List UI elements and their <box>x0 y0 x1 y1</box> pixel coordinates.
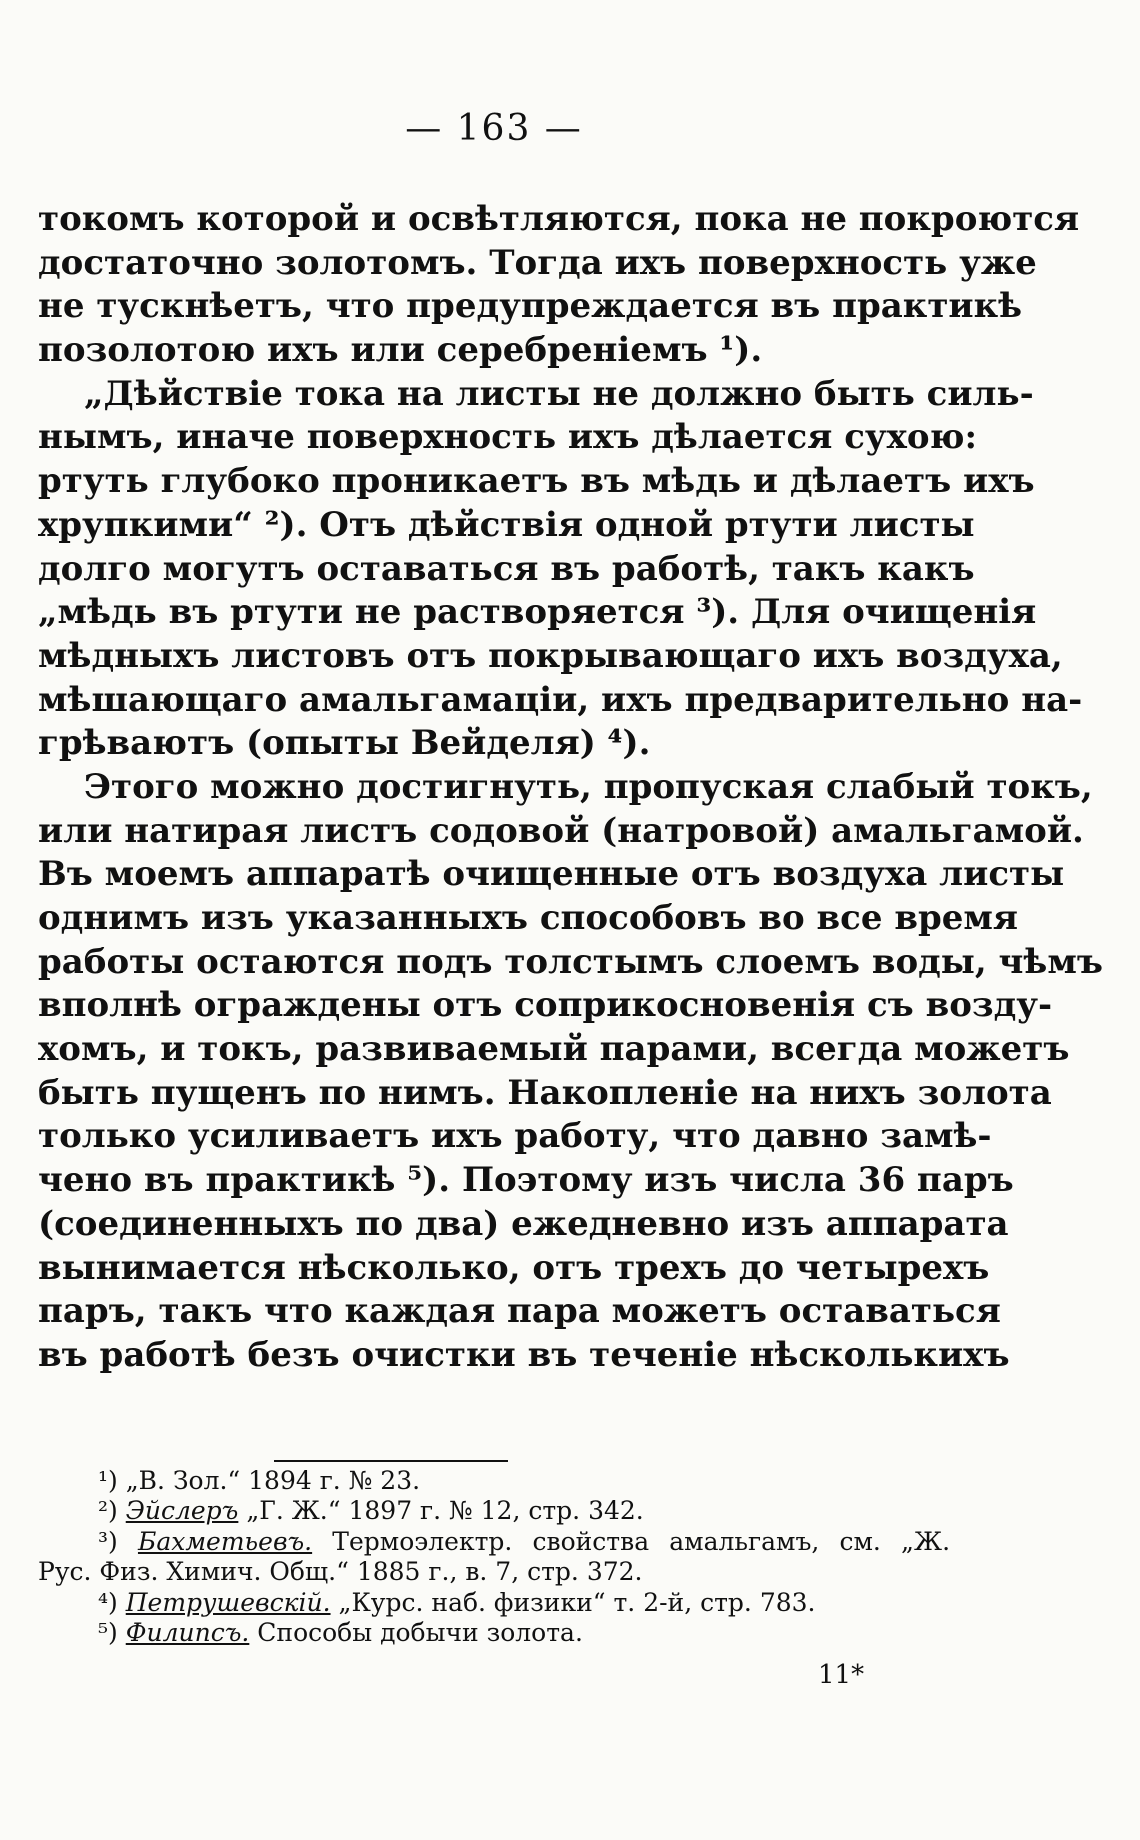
signature-mark: 11* <box>818 1660 865 1690</box>
book-page <box>38 0 1103 1840</box>
footnote-divider <box>274 1460 508 1462</box>
text-line: хрупкими“ ²). Отъ дѣйствія одной ртути листы <box>38 504 975 545</box>
footnote-author: Филипсъ. <box>125 1617 250 1647</box>
text-line: или натирая листъ содовой (натровой) амальгамой. <box>38 810 1084 851</box>
footnote-mark: ²) <box>98 1496 118 1526</box>
text-line: ртуть глубоко проникаетъ въ мѣдь и дѣлаетъ ихъ <box>38 461 1035 502</box>
text-line: грѣваютъ (опыты Вейделя) ⁴). <box>38 723 651 764</box>
footnote-mark: ³) <box>98 1526 118 1556</box>
footnote-author: Бахметьевъ. <box>137 1526 313 1556</box>
footnote-text: „Г. Ж.“ 1897 г. № 12, стр. 342. <box>246 1496 644 1526</box>
text-line: вполнѣ ограждены отъ соприкосновенія съ возду- <box>38 985 1053 1026</box>
footnote-3-continuation <box>38 1557 950 1587</box>
text-line: мѣдныхъ листовъ отъ покрывающаго ихъ воздуха, <box>38 635 1063 676</box>
footnote-1 <box>38 1466 950 1496</box>
text-line: хомъ, и токъ, развиваемый парами, всегда можетъ <box>38 1029 1070 1070</box>
footnote-5 <box>38 1618 950 1648</box>
text-line: Въ моемъ аппаратѣ очищенные отъ воздуха листы <box>38 854 1065 895</box>
footnote-text: Способы добычи золота. <box>257 1617 583 1647</box>
page-number: — 163 — <box>405 108 583 149</box>
footnotes <box>38 1466 950 1648</box>
text-line: вынимается нѣсколько, отъ трехъ до четырехъ <box>38 1247 990 1288</box>
text-line: быть пущенъ по нимъ. Накопленіе на нихъ золота <box>38 1072 1052 1113</box>
text-line: „мѣдь въ ртути не растворяется ³). Для очищенія <box>38 592 1037 633</box>
footnote-mark: ⁵) <box>98 1617 118 1647</box>
footnote-text: „В. Зол.“ 1894 г. № 23. <box>125 1466 421 1495</box>
footnote-mark: ⁴) <box>98 1587 118 1617</box>
footnote-3 <box>38 1527 950 1557</box>
text-line: (соединенныхъ по два) ежедневно изъ аппарата <box>38 1203 1009 1244</box>
text-line: Этого можно достигнуть, пропуская слабый токъ, <box>84 766 1093 807</box>
text-line: достаточно золотомъ. Тогда ихъ поверхность уже <box>38 242 1037 283</box>
footnote-4 <box>38 1588 950 1618</box>
text-line: паръ, такъ что каждая пара можетъ оставаться <box>38 1291 1001 1332</box>
text-line: позолотою ихъ или серебреніемъ ¹). <box>38 330 763 371</box>
text-line: однимъ изъ указанныхъ способовъ во все время <box>38 898 1019 938</box>
footnote-author: Эйслеръ <box>125 1496 239 1526</box>
footnote-mark: ¹) <box>98 1466 118 1495</box>
text-line: „Дѣйствіе тока на листы не должно быть силь- <box>84 373 1034 414</box>
text-line: работы остаются подъ толстымъ слоемъ воды, чѣмъ <box>38 941 1103 982</box>
footnote-text: „Курс. наб. физики“ т. 2-й, стр. 783. <box>338 1587 816 1617</box>
footnote-author: Петрушевскій. <box>125 1587 331 1617</box>
main-text <box>38 198 1103 1378</box>
text-line: въ работѣ безъ очистки въ теченіе нѣсколькихъ <box>38 1334 1010 1375</box>
text-line: чено въ практикѣ ⁵). Поэтому изъ числа 36 паръ <box>38 1160 1014 1201</box>
text-line: нымъ, иначе поверхность ихъ дѣлается сухою: <box>38 417 978 458</box>
footnote-text: Термоэлектр. свойства амальгамъ, см. „Ж. <box>332 1526 951 1556</box>
footnote-text: Рус. Физ. Химич. Общ.“ 1885 г., в. 7, стр. 372. <box>38 1557 643 1587</box>
text-line: только усиливаетъ ихъ работу, что давно замѣ- <box>38 1116 992 1157</box>
footnote-2 <box>38 1496 950 1526</box>
text-line: токомъ которой и освѣтляются, пока не покроются <box>38 199 1080 239</box>
text-line: мѣшающаго амальгамаціи, ихъ предварительно на- <box>38 679 1083 720</box>
text-line: не тускнѣетъ, что предупреждается въ практикѣ <box>38 286 1023 327</box>
text-line: долго могутъ оставаться въ работѣ, такъ какъ <box>38 548 975 589</box>
